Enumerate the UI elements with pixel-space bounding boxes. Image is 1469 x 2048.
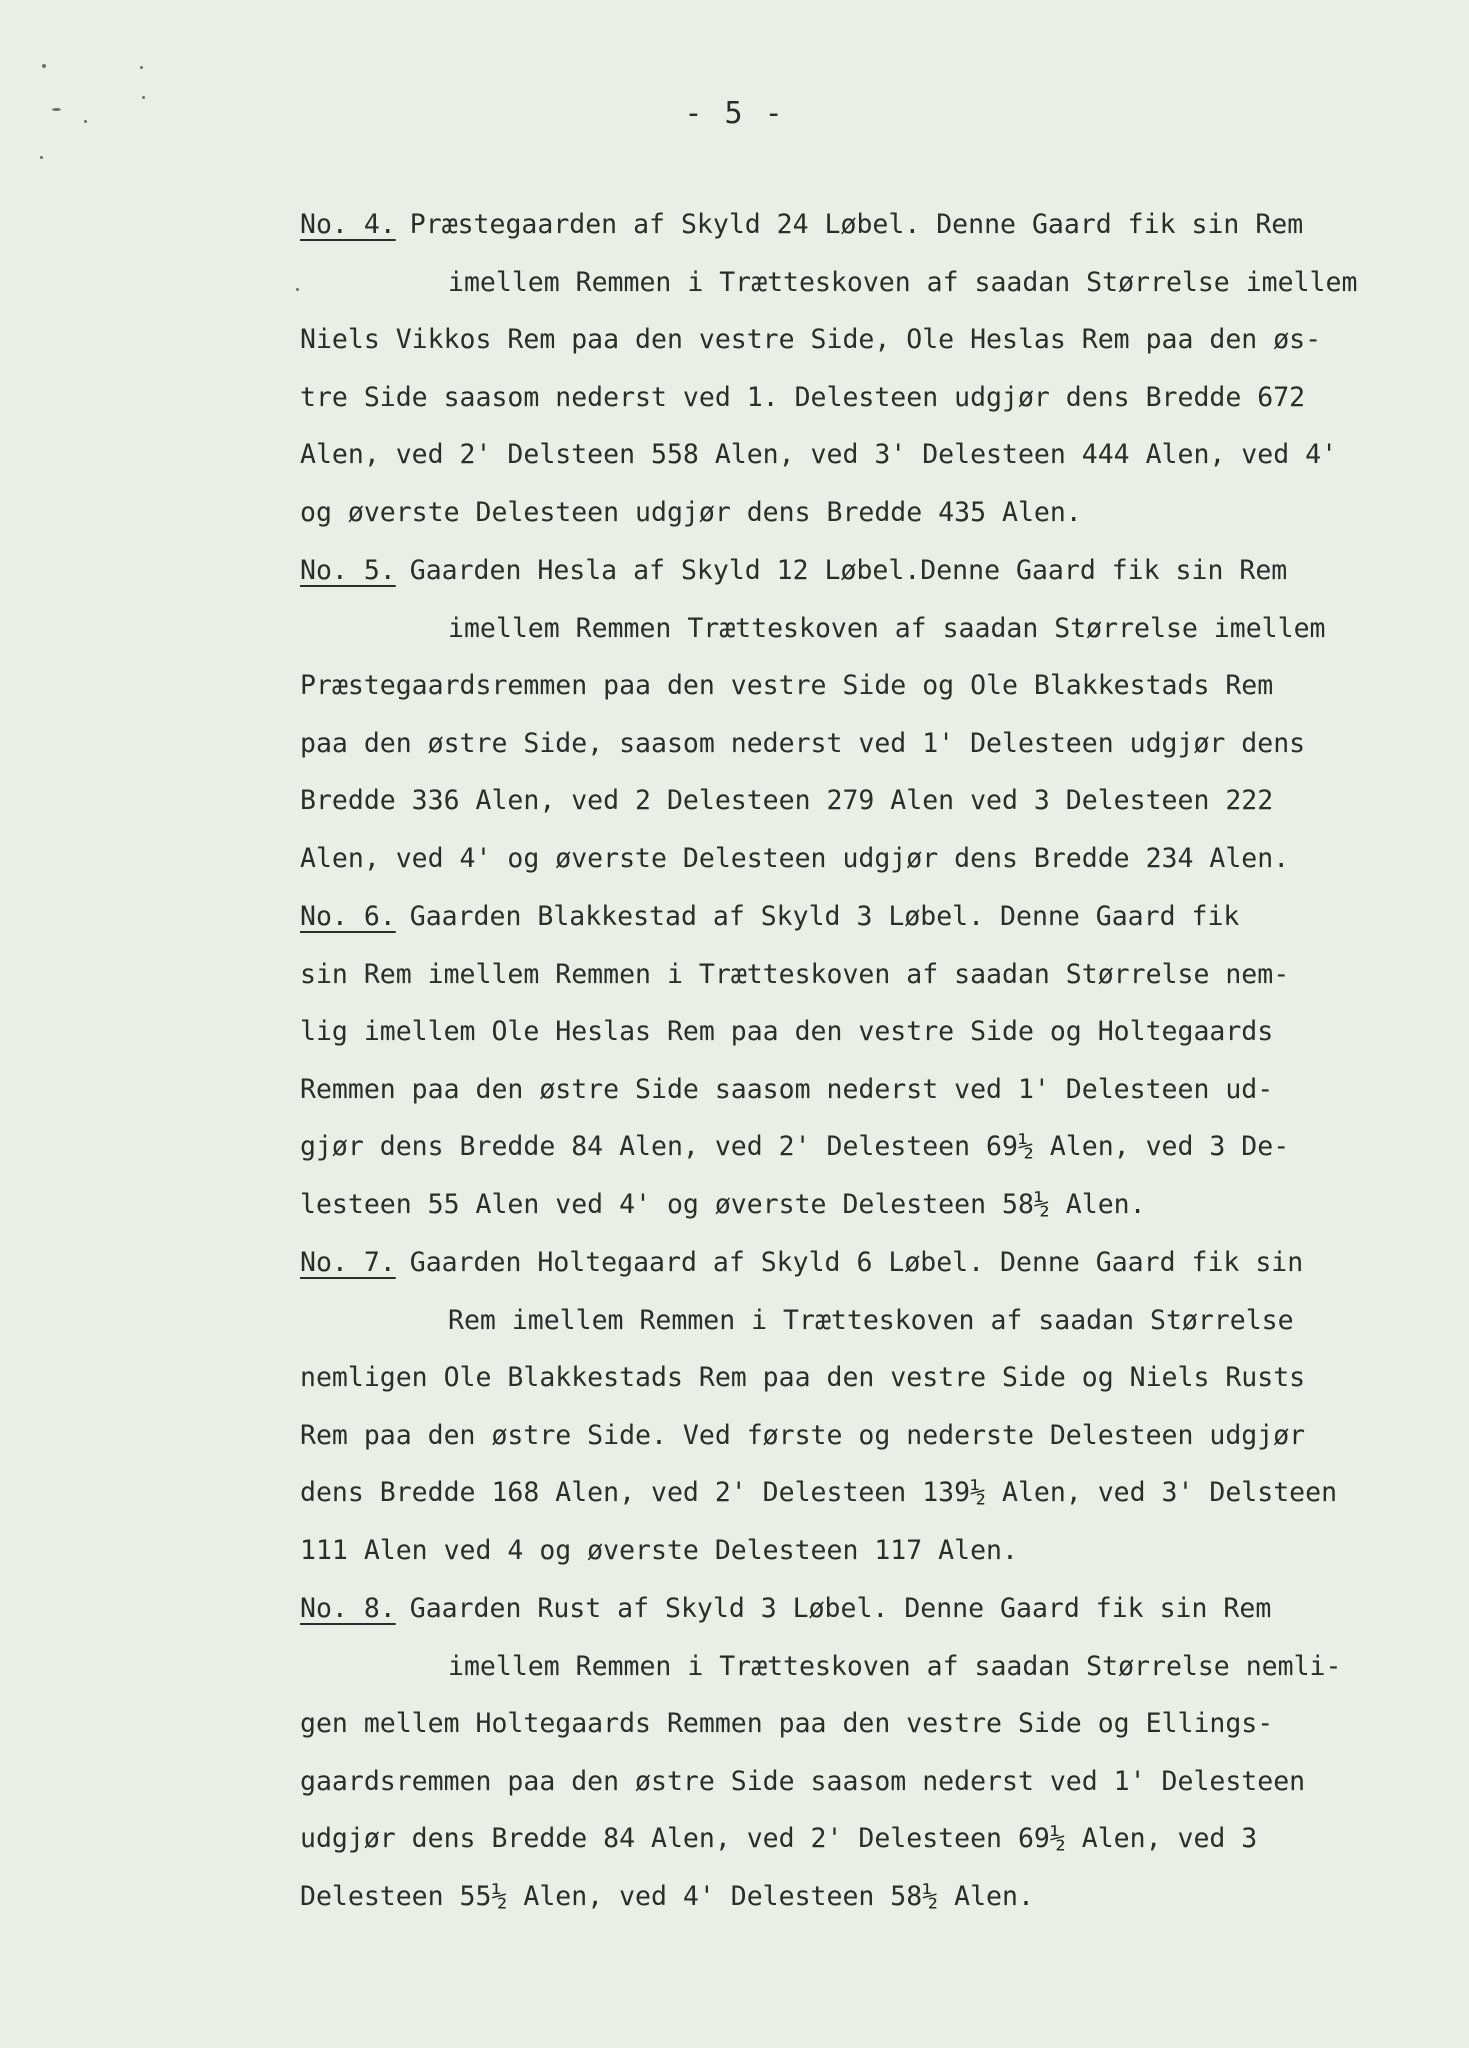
entry-line: imellem Remmen Trætteskoven af saadan Størrelse imellem (448, 612, 1326, 644)
entry-line: Niels Vikkos Rem paa den vestre Side, Ole Heslas Rem paa den øs- (300, 324, 1322, 355)
entry-label: No. 7. (300, 1247, 396, 1278)
entry-line: gaardsremmen paa den østre Side saasom nederst ved 1' Delesteen (300, 1765, 1306, 1797)
entry-line: Rem paa den østre Side. Ved første og nederste Delesteen udgjør (300, 1419, 1306, 1451)
paper-speck (140, 66, 143, 69)
entry-line: nemligen Ole Blakkestads Rem paa den vestre Side og Niels Rusts (300, 1362, 1306, 1393)
entry-line: udgjør dens Bredde 84 Alen, ved 2' Delesteen 69½ Alen, ved 3 (300, 1823, 1258, 1854)
entry-line: paa den østre Side, saasom nederst ved 1' Delesteen udgjør dens (300, 727, 1306, 759)
entry-no-7 (300, 1234, 1440, 1579)
entry-line: dens Bredde 168 Alen, ved 2' Delesteen 139½ Alen, ved 3' Delsteen (300, 1477, 1338, 1508)
entry-line: Bredde 336 Alen, ved 2 Delesteen 279 Alen ved 3 Delesteen 222 (300, 785, 1274, 816)
entry-line: lesteen 55 Alen ved 4' og øverste Delesteen 58½ Alen. (300, 1188, 1146, 1220)
entry-line: imellem Remmen i Trætteskoven af saadan Størrelse imellem (448, 266, 1358, 298)
entry-line: No. 8. Gaarden Rust af Skyld 3 Løbel. Denne Gaard fik sin Rem (300, 1593, 1272, 1624)
paper-speck (296, 288, 299, 291)
entry-label: No. 6. (300, 901, 396, 932)
entry-label: No. 4. (300, 209, 396, 240)
entry-line: imellem Remmen i Trætteskoven af saadan Størrelse nemli- (448, 1650, 1342, 1682)
entry-line: No. 5. Gaarden Hesla af Skyld 12 Løbel.Denne Gaard fik sin Rem (300, 555, 1288, 586)
entry-line: 111 Alen ved 4 og øverste Delesteen 117 Alen. (300, 1534, 1018, 1566)
entry-no-8 (300, 1580, 1440, 1925)
entry-line: og øverste Delesteen udgjør dens Bredde 435 Alen. (300, 496, 1082, 528)
entry-line: No. 4. Præstegaarden af Skyld 24 Løbel. Denne Gaard fik sin Rem (300, 209, 1304, 240)
entry-line: No. 7. Gaarden Holtegaard af Skyld 6 Løbel. Denne Gaard fik sin (300, 1247, 1304, 1278)
paper-speck (42, 64, 46, 68)
entry-line: Rem imellem Remmen i Trætteskoven af saadan Størrelse (448, 1304, 1294, 1336)
entry-line: lig imellem Ole Heslas Rem paa den vestre Side og Holtegaards (300, 1016, 1274, 1047)
page-number: - 5 - (684, 96, 785, 131)
entry-line: Alen, ved 4' og øverste Delesteen udgjør dens Bredde 234 Alen. (300, 842, 1290, 874)
paper-speck (40, 156, 43, 159)
entry-line: sin Rem imellem Remmen i Trætteskoven af saadan Størrelse nem- (300, 958, 1290, 990)
entry-line: Alen, ved 2' Delsteen 558 Alen, ved 3' Delesteen 444 Alen, ved 4' (300, 439, 1338, 470)
entry-line: No. 6. Gaarden Blakkestad af Skyld 3 Løbel. Denne Gaard fik (300, 901, 1240, 932)
entry-line: Remmen paa den østre Side saasom nederst ved 1' Delesteen ud- (300, 1073, 1274, 1105)
entry-label: No. 5. (300, 555, 396, 586)
entry-label: No. 8. (300, 1593, 396, 1624)
entry-no-5 (300, 542, 1440, 887)
entry-line: tre Side saasom nederst ved 1. Delesteen udgjør dens Bredde 672 (300, 381, 1306, 413)
entry-line: Delesteen 55½ Alen, ved 4' Delesteen 58½ Alen. (300, 1880, 1034, 1912)
entry-line: gen mellem Holtegaards Remmen paa den vestre Side og Ellings- (300, 1708, 1274, 1739)
entry-no-4 (300, 196, 1440, 541)
entry-line: gjør dens Bredde 84 Alen, ved 2' Delesteen 69½ Alen, ved 3 De- (300, 1131, 1290, 1162)
entry-no-6 (300, 888, 1440, 1233)
entry-line: Præstegaardsremmen paa den vestre Side og Ole Blakkestads Rem (300, 670, 1274, 701)
